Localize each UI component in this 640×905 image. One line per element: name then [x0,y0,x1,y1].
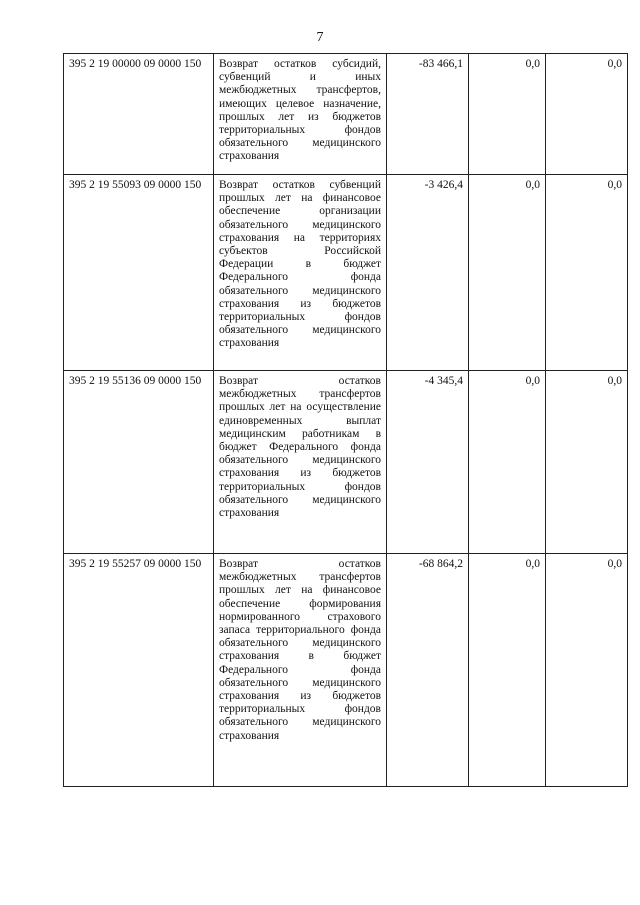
amount-cell: -68 864,2 [387,554,469,787]
budget-code-cell: 395 2 19 55257 09 0000 150 [64,554,214,787]
value-cell: 0,0 [469,371,546,554]
value-cell: 0,0 [469,175,546,371]
page-number: 7 [316,30,324,45]
value-cell: 0,0 [546,554,628,787]
value-cell: 0,0 [546,175,628,371]
table-row [64,554,628,787]
table-row [64,175,628,371]
value-cell: 0,0 [546,371,628,554]
description-cell: Возврат остатков межбюджетных трансфертов прошлых лет на финансовое обеспечение формирования нормированного страхового запаса территориального фонда обязательного медицинского страхования в бюджет Федерального фонда обязательного медицинского страхования из бюджетов территориальных фондов обязательного медицинского страхования [214,554,387,787]
description-cell: Возврат остатков субсидий, субвенций и иных межбюджетных трансфертов, имеющих целевое назначение, прошлых лет из бюджетов территориальных фондов обязательного медицинского страхования [214,54,387,175]
value-cell: 0,0 [546,54,628,175]
table-row [64,371,628,554]
budget-code-cell: 395 2 19 55093 09 0000 150 [64,175,214,371]
amount-cell: -4 345,4 [387,371,469,554]
description-cell: Возврат остатков субвенций прошлых лет на финансовое обеспечение организации обязательного медицинского страхования на территориях субъектов Российской Федерации в бюджет Федерального фонда обязательного медицинского страхования из бюджетов территориальных фондов обязательного медицинского страхования [214,175,387,371]
budget-code-cell: 395 2 19 00000 09 0000 150 [64,54,214,175]
table-row [64,54,628,175]
budget-code-cell: 395 2 19 55136 09 0000 150 [64,371,214,554]
amount-cell: -3 426,4 [387,175,469,371]
amount-cell: -83 466,1 [387,54,469,175]
description-cell: Возврат остатков межбюджетных трансфертов прошлых лет на осуществление единовременных выплат медицинским работникам в бюджет Федерального фонда обязательного медицинского страхования из бюджетов территориальных фондов обязательного медицинского страхования [214,371,387,554]
budget-table [63,53,628,787]
value-cell: 0,0 [469,554,546,787]
value-cell: 0,0 [469,54,546,175]
